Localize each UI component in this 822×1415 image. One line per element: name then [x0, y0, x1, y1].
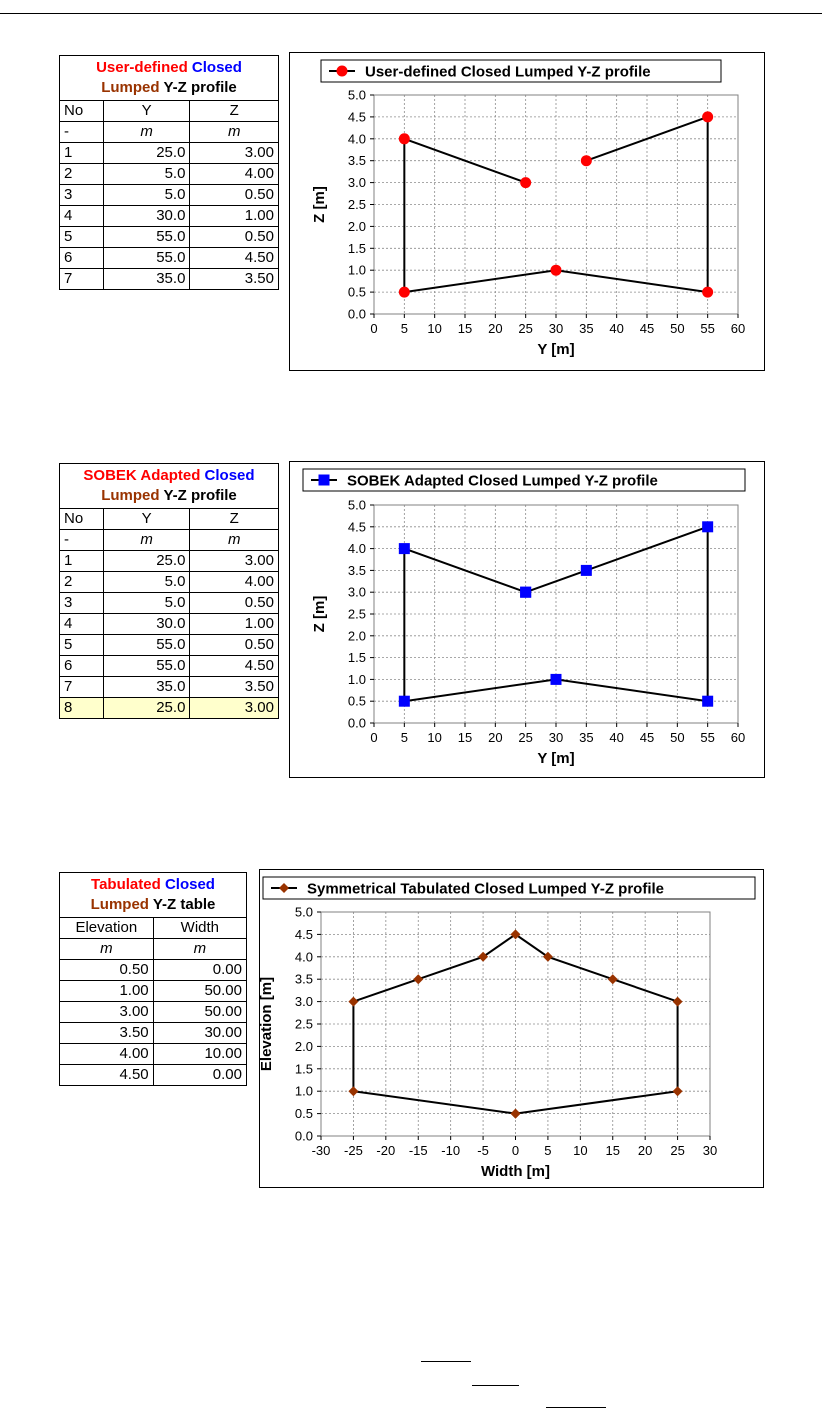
table-cell: 0.50 [190, 593, 279, 614]
table-cell: 1.00 [60, 981, 154, 1002]
y-tick-label: 3.5 [347, 153, 366, 169]
x-tick-label: -20 [376, 1143, 396, 1158]
table-cell: 5 [60, 635, 104, 656]
x-tick-label: -30 [311, 1143, 331, 1158]
x-tick-label: 45 [639, 321, 655, 336]
x-tick-label: 10 [427, 321, 442, 336]
column-header: No [60, 101, 104, 122]
table-cell: 35.0 [103, 677, 190, 698]
table-cell: 2 [60, 164, 104, 185]
table-row [60, 1065, 247, 1086]
y-tick-label: 1.5 [347, 240, 366, 256]
table-row [60, 551, 279, 572]
x-tick-label: 5 [544, 1143, 552, 1158]
title-part: Closed [204, 467, 255, 484]
table-row [60, 248, 279, 269]
x-tick-label: 60 [730, 730, 746, 745]
data-point [551, 674, 562, 685]
y-tick-label: 1.0 [347, 262, 366, 278]
table-cell: 3.00 [190, 698, 279, 719]
data-point [702, 111, 713, 122]
tabulated-profile-chart [259, 869, 764, 1188]
table-cell: 3.50 [190, 269, 279, 290]
table-title [60, 464, 279, 509]
table-row [60, 1002, 247, 1023]
title-part: Lumped [90, 896, 153, 913]
y-tick-label: 0.5 [347, 693, 366, 709]
table-cell: 6 [60, 248, 104, 269]
x-tick-label: 45 [639, 730, 655, 745]
table-cell: 4 [60, 206, 104, 227]
x-tick-label: 25 [518, 321, 533, 336]
x-tick-label: 20 [488, 730, 503, 745]
x-tick-label: 5 [400, 730, 408, 745]
title-part: Y-Z table [152, 896, 216, 913]
table-cell: 25.0 [103, 143, 190, 164]
user-defined-table [59, 55, 279, 290]
table-cell: 5.0 [103, 572, 190, 593]
y-tick-label: 0.0 [347, 306, 366, 322]
x-tick-label: 30 [548, 730, 564, 745]
x-tick-label: 25 [518, 730, 533, 745]
legend-marker [337, 66, 348, 77]
table-cell: 4.50 [190, 656, 279, 677]
x-tick-label: -5 [477, 1143, 489, 1158]
y-tick-label: 1.5 [347, 650, 366, 666]
x-axis-label: Width [m] [480, 1163, 551, 1180]
unit-cell: m [103, 122, 190, 143]
data-point [581, 565, 592, 576]
title-part: Closed [191, 59, 242, 76]
y-tick-label: 1.0 [294, 1083, 313, 1099]
table-cell: 55.0 [103, 656, 190, 677]
y-tick-label: 5.0 [294, 904, 313, 920]
table-cell: 0.00 [153, 1065, 246, 1086]
table-cell: 35.0 [103, 269, 190, 290]
y-axis-label: Z [m] [311, 595, 328, 633]
y-tick-label: 4.5 [347, 109, 366, 125]
x-tick-label: 5 [400, 321, 408, 336]
y-tick-label: 0.5 [294, 1106, 313, 1122]
y-tick-label: 3.5 [347, 562, 366, 578]
y-tick-label: 2.5 [347, 197, 366, 212]
table-cell: 2 [60, 572, 104, 593]
table-cell: 50.00 [153, 1002, 246, 1023]
x-tick-label: 50 [670, 321, 685, 336]
tabulated-table [59, 872, 247, 1086]
table-cell: 55.0 [103, 227, 190, 248]
x-tick-label: 50 [670, 730, 685, 745]
table-cell: 4 [60, 614, 104, 635]
y-tick-label: 1.5 [294, 1061, 313, 1077]
table-cell: 4.50 [60, 1065, 154, 1086]
table-cell: 30.00 [153, 1023, 246, 1044]
x-tick-label: 0 [370, 321, 378, 336]
column-header: Z [190, 509, 279, 530]
table-cell: 50.00 [153, 981, 246, 1002]
table-row [60, 269, 279, 290]
table-cell: 4.00 [60, 1044, 154, 1065]
table-cell: 0.50 [190, 635, 279, 656]
x-tick-label: 10 [573, 1143, 588, 1158]
table-row [60, 960, 247, 981]
table-cell: 3.00 [190, 551, 279, 572]
data-point [399, 133, 410, 144]
column-header: Y [103, 101, 190, 122]
data-point [520, 587, 531, 598]
table-row [60, 1044, 247, 1065]
y-tick-label: 2.0 [294, 1038, 313, 1054]
data-point [702, 287, 713, 298]
x-tick-label: 20 [637, 1143, 653, 1158]
data-point [702, 521, 713, 532]
table-title [60, 873, 247, 918]
unit-cell: m [190, 530, 279, 551]
x-tick-label: 15 [605, 1143, 620, 1158]
table-row [60, 227, 279, 248]
table-row [60, 164, 279, 185]
legend-label: User-defined Closed Lumped Y-Z profile [365, 63, 651, 81]
table-cell: 0.50 [190, 227, 279, 248]
column-header: Z [190, 101, 279, 122]
sobek-adapted-profile-chart [289, 461, 765, 778]
y-tick-label: 3.0 [294, 994, 313, 1010]
table-row [60, 1023, 247, 1044]
y-tick-label: 0.5 [347, 284, 366, 300]
table-cell: 1 [60, 143, 104, 164]
legend-label: SOBEK Adapted Closed Lumped Y-Z profile [347, 472, 658, 490]
x-tick-label: -15 [408, 1143, 428, 1158]
table-cell: 5.0 [103, 185, 190, 206]
x-tick-label: 10 [427, 730, 442, 745]
unit-cell: m [60, 939, 154, 960]
x-tick-label: 15 [457, 730, 473, 745]
table-cell: 5.0 [103, 593, 190, 614]
table-row [60, 614, 279, 635]
title-part: SOBEK Adapted [83, 467, 205, 484]
x-tick-label: 0 [511, 1143, 520, 1158]
table-row [60, 185, 279, 206]
table-title [60, 56, 279, 101]
table-cell: 7 [60, 269, 104, 290]
legend-label: Symmetrical Tabulated Closed Lumped Y-Z profile [307, 880, 665, 898]
x-tick-label: 25 [670, 1143, 685, 1158]
chart-frame [260, 870, 764, 1188]
y-tick-label: 4.0 [347, 541, 366, 557]
x-tick-label: 60 [730, 321, 746, 336]
x-tick-label: 40 [609, 730, 624, 745]
title-part: Closed [164, 876, 215, 893]
x-tick-label: 30 [548, 321, 564, 336]
equation-fraction-bar [546, 1407, 606, 1408]
y-tick-label: 5.0 [347, 87, 366, 103]
x-tick-label: 0 [370, 730, 378, 745]
y-tick-label: 0.0 [294, 1128, 313, 1144]
x-tick-label: 35 [579, 321, 594, 336]
y-tick-label: 2.0 [347, 218, 366, 234]
table-cell: 3 [60, 593, 104, 614]
table-row [60, 698, 279, 719]
table-cell: 55.0 [103, 635, 190, 656]
table-cell: 8 [60, 698, 104, 719]
table-cell: 3.50 [60, 1023, 154, 1044]
title-part: Tabulated [91, 876, 165, 893]
table-cell: 3.00 [60, 1002, 154, 1023]
table-row [60, 206, 279, 227]
table-row [60, 981, 247, 1002]
y-tick-label: 3.0 [347, 175, 366, 191]
table-cell: 5 [60, 227, 104, 248]
x-axis-label: Y [m] [537, 750, 575, 767]
y-tick-label: 4.0 [347, 131, 366, 147]
sobek-adapted-table [59, 463, 279, 719]
table-cell: 3.00 [190, 143, 279, 164]
y-tick-label: 4.5 [347, 519, 366, 535]
y-tick-label: 3.5 [294, 971, 313, 987]
y-tick-label: 2.5 [294, 1016, 313, 1032]
table-cell: 10.00 [153, 1044, 246, 1065]
title-part: Lumped [101, 487, 164, 504]
title-part: Lumped [101, 79, 164, 96]
column-header: Width [153, 918, 246, 939]
x-tick-label: 35 [579, 730, 594, 745]
unit-cell: - [60, 530, 104, 551]
table-row [60, 635, 279, 656]
x-tick-label: 30 [702, 1143, 718, 1158]
data-point [702, 696, 713, 707]
data-point [399, 696, 410, 707]
table-cell: 55.0 [103, 248, 190, 269]
table-cell: 30.0 [103, 206, 190, 227]
table-cell: 5.0 [103, 164, 190, 185]
unit-cell: m [190, 122, 279, 143]
table-cell: 7 [60, 677, 104, 698]
table-cell: 6 [60, 656, 104, 677]
table-row [60, 572, 279, 593]
column-header: Y [103, 509, 190, 530]
y-tick-label: 5.0 [347, 497, 366, 513]
x-tick-label: 15 [457, 321, 473, 336]
table-row [60, 143, 279, 164]
unit-cell: m [153, 939, 246, 960]
table-row [60, 656, 279, 677]
unit-cell: - [60, 122, 104, 143]
legend-marker [319, 475, 330, 486]
y-tick-label: 2.0 [347, 628, 366, 644]
table-cell: 3 [60, 185, 104, 206]
table-row [60, 677, 279, 698]
table-cell: 1 [60, 551, 104, 572]
table-cell: 1.00 [190, 206, 279, 227]
table-row [60, 593, 279, 614]
y-tick-label: 4.0 [294, 949, 313, 965]
y-tick-label: 0.0 [347, 715, 366, 731]
table-cell: 1.00 [190, 614, 279, 635]
x-tick-label: -10 [441, 1143, 461, 1158]
page-header-rule [0, 13, 822, 14]
table-cell: 4.00 [190, 572, 279, 593]
table-cell: 25.0 [103, 551, 190, 572]
data-point [520, 177, 531, 188]
y-axis-label: Z [m] [311, 186, 328, 223]
y-axis-label: Elevation [m] [258, 976, 275, 1072]
data-point [551, 265, 562, 276]
title-part: Y-Z profile [163, 487, 237, 504]
user-defined-profile-chart [289, 52, 765, 371]
table-cell: 0.00 [153, 960, 246, 981]
y-tick-label: 3.0 [347, 584, 366, 600]
x-axis-label: Y [m] [537, 341, 575, 358]
data-point [399, 287, 410, 298]
table-cell: 0.50 [190, 185, 279, 206]
x-tick-label: 40 [609, 321, 624, 336]
column-header: No [60, 509, 104, 530]
equation-fraction-bar [472, 1385, 519, 1386]
x-tick-label: -25 [344, 1143, 363, 1158]
table-cell: 4.00 [190, 164, 279, 185]
unit-cell: m [103, 530, 190, 551]
y-tick-label: 1.0 [347, 671, 366, 687]
table-cell: 30.0 [103, 614, 190, 635]
title-part: Y-Z profile [163, 79, 237, 96]
table-cell: 3.50 [190, 677, 279, 698]
equation-fraction-bar [421, 1361, 471, 1362]
y-tick-label: 4.5 [294, 926, 313, 942]
table-cell: 0.50 [60, 960, 154, 981]
table-cell: 25.0 [103, 698, 190, 719]
x-tick-label: 55 [700, 730, 715, 745]
x-tick-label: 55 [700, 321, 715, 336]
y-tick-label: 2.5 [347, 606, 366, 622]
title-part: User-defined [96, 59, 192, 76]
data-point [581, 155, 592, 166]
x-tick-label: 20 [488, 321, 503, 336]
column-header: Elevation [60, 918, 154, 939]
table-cell: 4.50 [190, 248, 279, 269]
data-point [399, 543, 410, 554]
